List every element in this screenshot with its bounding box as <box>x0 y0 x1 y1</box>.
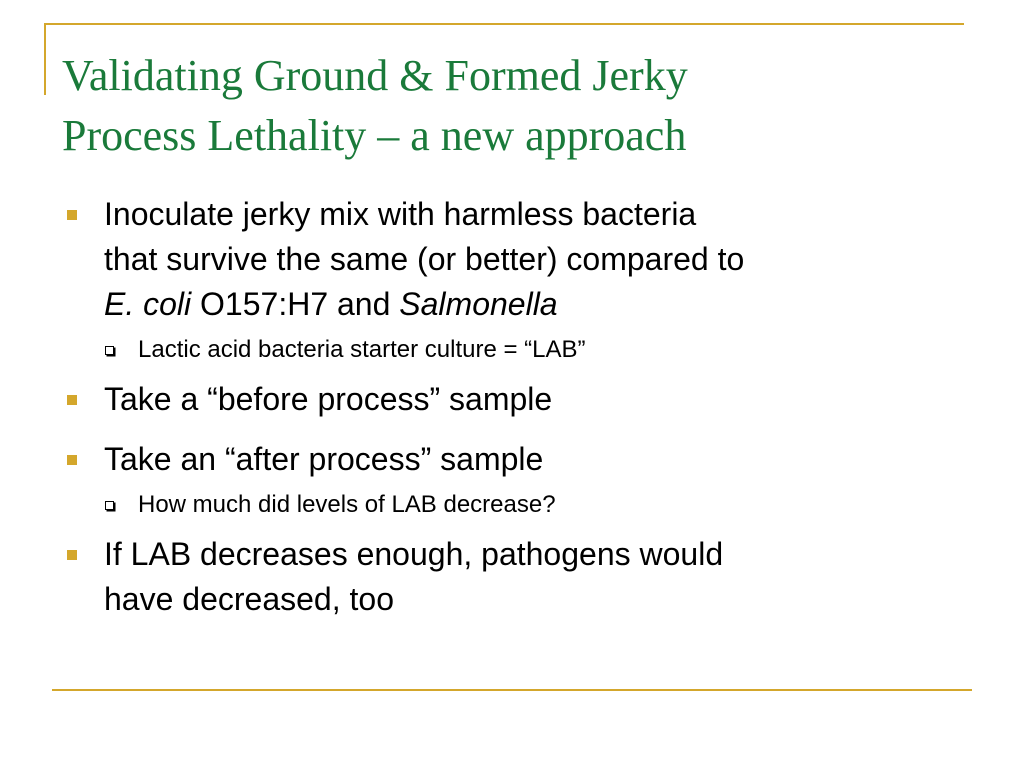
square-bullet-icon <box>67 550 77 560</box>
square-bullet-icon <box>67 210 77 220</box>
sub-bullet-1-text: Lactic acid bacteria starter culture = “LAB” <box>138 336 586 363</box>
sub-bullet-item-2 <box>62 488 982 522</box>
salmonella-text: Salmonella <box>399 286 558 322</box>
bullet-2-text: Take a “before process” sample <box>104 381 553 417</box>
title-line-2: Process Lethality – a new approach <box>62 111 687 160</box>
bullet-item-1 <box>62 192 982 327</box>
strain-text: O157:H7 and <box>191 286 400 322</box>
bullet-list <box>62 192 982 622</box>
hollow-square-bullet-icon <box>105 346 114 355</box>
sub-bullet-2-text: How much did levels of LAB decrease? <box>138 491 556 518</box>
slide-title <box>62 46 982 166</box>
bullet-1-line-3 <box>104 282 982 327</box>
frame-bottom-rule <box>52 689 972 691</box>
square-bullet-icon <box>67 395 77 405</box>
hollow-square-bullet-icon <box>105 501 114 510</box>
sub-bullet-item-1 <box>62 333 982 367</box>
bullet-item-2 <box>62 377 982 422</box>
title-line-1: Validating Ground & Formed Jerky <box>62 51 688 100</box>
frame-top-rule <box>44 23 964 25</box>
square-bullet-icon <box>67 455 77 465</box>
bullet-3-text: Take an “after process” sample <box>104 441 544 477</box>
frame-left-rule <box>44 23 46 95</box>
bullet-item-3 <box>62 437 982 482</box>
bullet-item-4 <box>62 532 982 622</box>
bullet-1-line-2: that survive the same (or better) compared to <box>104 241 745 277</box>
bullet-4-line-1: If LAB decreases enough, pathogens would <box>104 536 724 572</box>
bullet-1-line-1: Inoculate jerky mix with harmless bacteria <box>104 196 697 232</box>
bullet-4-line-2: have decreased, too <box>104 581 394 617</box>
ecoli-text: E. coli <box>104 286 192 322</box>
